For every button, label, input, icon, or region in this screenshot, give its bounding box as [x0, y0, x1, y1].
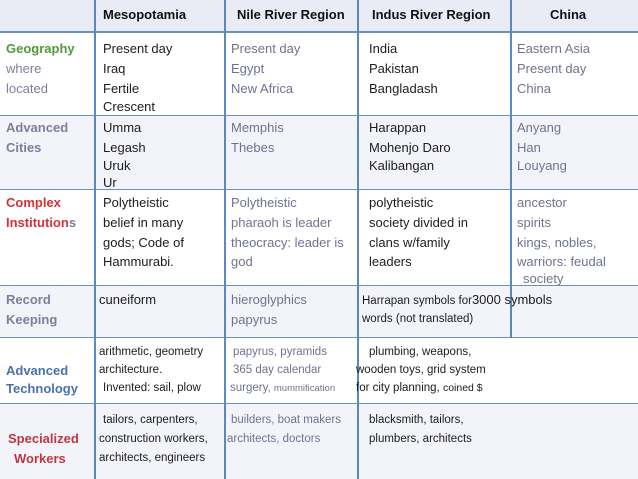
label-cities: Cities: [6, 140, 42, 155]
cell-workers-meso: tailors, carpenters,: [103, 414, 198, 426]
cell-workers-indus: blacksmith, tailors,: [369, 414, 464, 426]
cell-geography-meso: Iraq: [103, 61, 126, 76]
cell-technology-nile: papyrus, pyramids: [233, 346, 327, 358]
label-workers: Workers: [14, 451, 66, 466]
cell-institutions-china: kings, nobles,: [517, 235, 597, 250]
cell-workers-nile: builders, boat makers: [231, 414, 341, 426]
cell-cities-meso: Ur: [103, 175, 117, 190]
cell-geography-china: China: [517, 81, 551, 96]
cell-institutions-indus: leaders: [369, 254, 412, 269]
cell-geography-china: Present day: [517, 61, 587, 76]
cell-workers-meso: architects, engineers: [99, 452, 206, 464]
label-institutions-suffix: s: [68, 215, 77, 230]
cell-cities-meso: Umma: [103, 120, 142, 135]
cell-cities-china: Louyang: [517, 158, 567, 173]
cell-institutions-china: society: [523, 271, 564, 286]
label-geography: Geography: [6, 41, 75, 56]
label-record: Keeping: [6, 312, 58, 327]
cell-geography-nile: Egypt: [231, 61, 265, 76]
cell-institutions-meso: gods; Code of: [103, 235, 184, 250]
cell-institutions-nile: theocracy: leader is: [231, 235, 344, 250]
cell-cities-meso: Legash: [103, 140, 146, 155]
cell-record-indus-big: 3000 symbols: [471, 292, 553, 307]
label-institutions-main: Institution: [6, 215, 69, 230]
grid-line-v: [510, 0, 512, 338]
label-workers: Specialized: [8, 431, 79, 446]
cell-institutions-meso: Polytheistic: [103, 195, 169, 210]
header-nile: Nile River Region: [237, 7, 345, 22]
cell-technology-meso: arithmetic, geometry: [99, 346, 204, 358]
cell-technology-nile: 365 day calendar: [233, 364, 322, 376]
label-institutions: [6, 214, 76, 231]
cell-cities-nile: Memphis: [231, 120, 284, 135]
cell-record-nile: papyrus: [231, 312, 278, 327]
cell-technology-indus-b: coined $: [442, 382, 483, 394]
cell-workers-meso: construction workers,: [99, 433, 208, 445]
label-technology: Technology: [6, 381, 78, 396]
cell-technology-meso: architecture.: [99, 364, 163, 376]
cell-geography-meso: Crescent: [103, 99, 156, 114]
label-cities: Advanced: [6, 120, 69, 135]
cell-geography-meso: Present day: [103, 41, 173, 56]
grid-line-v: [94, 0, 96, 479]
cell-geography-nile: New Africa: [231, 81, 294, 96]
header-mesopotamia: Mesopotamia: [103, 7, 187, 22]
cell-geography-meso: Fertile: [103, 81, 140, 96]
cell-technology-meso: Invented: sail, plow: [103, 382, 201, 394]
cell-record-indus: words (not translated): [362, 313, 474, 325]
cell-institutions-china: spirits: [517, 215, 551, 230]
cell-institutions-nile: Polytheistic: [231, 195, 297, 210]
label-geography: located: [6, 81, 48, 96]
cell-geography-indus: India: [369, 41, 398, 56]
grid-line-v: [224, 0, 226, 479]
cell-technology-indus: [356, 380, 483, 397]
cell-cities-indus: Mohenjo Daro: [369, 140, 451, 155]
cell-institutions-nile: god: [231, 254, 253, 269]
cell-technology-nile: [230, 380, 335, 397]
cell-geography-indus: Pakistan: [369, 61, 419, 76]
cell-technology-indus: plumbing, weapons,: [369, 346, 472, 358]
cell-cities-indus: Kalibangan: [369, 158, 435, 173]
cell-technology-indus: wooden toys, grid system: [356, 364, 486, 376]
cell-cities-china: Han: [517, 140, 541, 155]
cell-institutions-meso: belief in many: [103, 215, 184, 230]
cell-technology-nile-a: surgery,: [230, 382, 274, 394]
cell-institutions-indus: polytheistic: [369, 195, 434, 210]
label-technology: Advanced: [6, 363, 69, 378]
label-institutions: Complex: [6, 195, 61, 210]
label-geography: where: [6, 61, 42, 76]
header-indus: Indus River Region: [372, 7, 491, 22]
cell-institutions-indus: society divided in: [369, 215, 468, 230]
grid-line-v: [357, 0, 359, 479]
cell-cities-nile: Thebes: [231, 140, 275, 155]
cell-record-indus: [362, 291, 552, 310]
cell-cities-meso: Uruk: [103, 158, 131, 173]
cell-institutions-china: ancestor: [517, 195, 567, 210]
cell-institutions-indus: clans w/family: [369, 235, 450, 250]
header-china: China: [550, 7, 587, 22]
cell-geography-nile: Present day: [231, 41, 301, 56]
cell-institutions-meso: Hammurabi.: [103, 254, 174, 269]
cell-institutions-china: warriors: feudal: [517, 254, 606, 269]
cell-institutions-nile: pharaoh is leader: [231, 215, 332, 230]
cell-geography-indus: Bangladash: [369, 81, 438, 96]
cell-cities-china: Anyang: [517, 120, 562, 135]
cell-cities-indus: Harappan: [369, 120, 427, 135]
cell-record-indus-small: Harrapan symbols for: [362, 295, 472, 307]
cell-record-nile: hieroglyphics: [231, 292, 307, 307]
label-record: Record: [6, 292, 51, 307]
cell-geography-china: Eastern Asia: [517, 41, 590, 56]
cell-workers-indus: plumbers, architects: [369, 433, 472, 445]
cell-workers-nile: architects, doctors: [227, 433, 321, 445]
cell-technology-indus-a: for city planning,: [356, 382, 443, 394]
cell-technology-nile-b: mummification: [273, 383, 336, 394]
cell-record-meso: cuneiform: [99, 292, 157, 307]
